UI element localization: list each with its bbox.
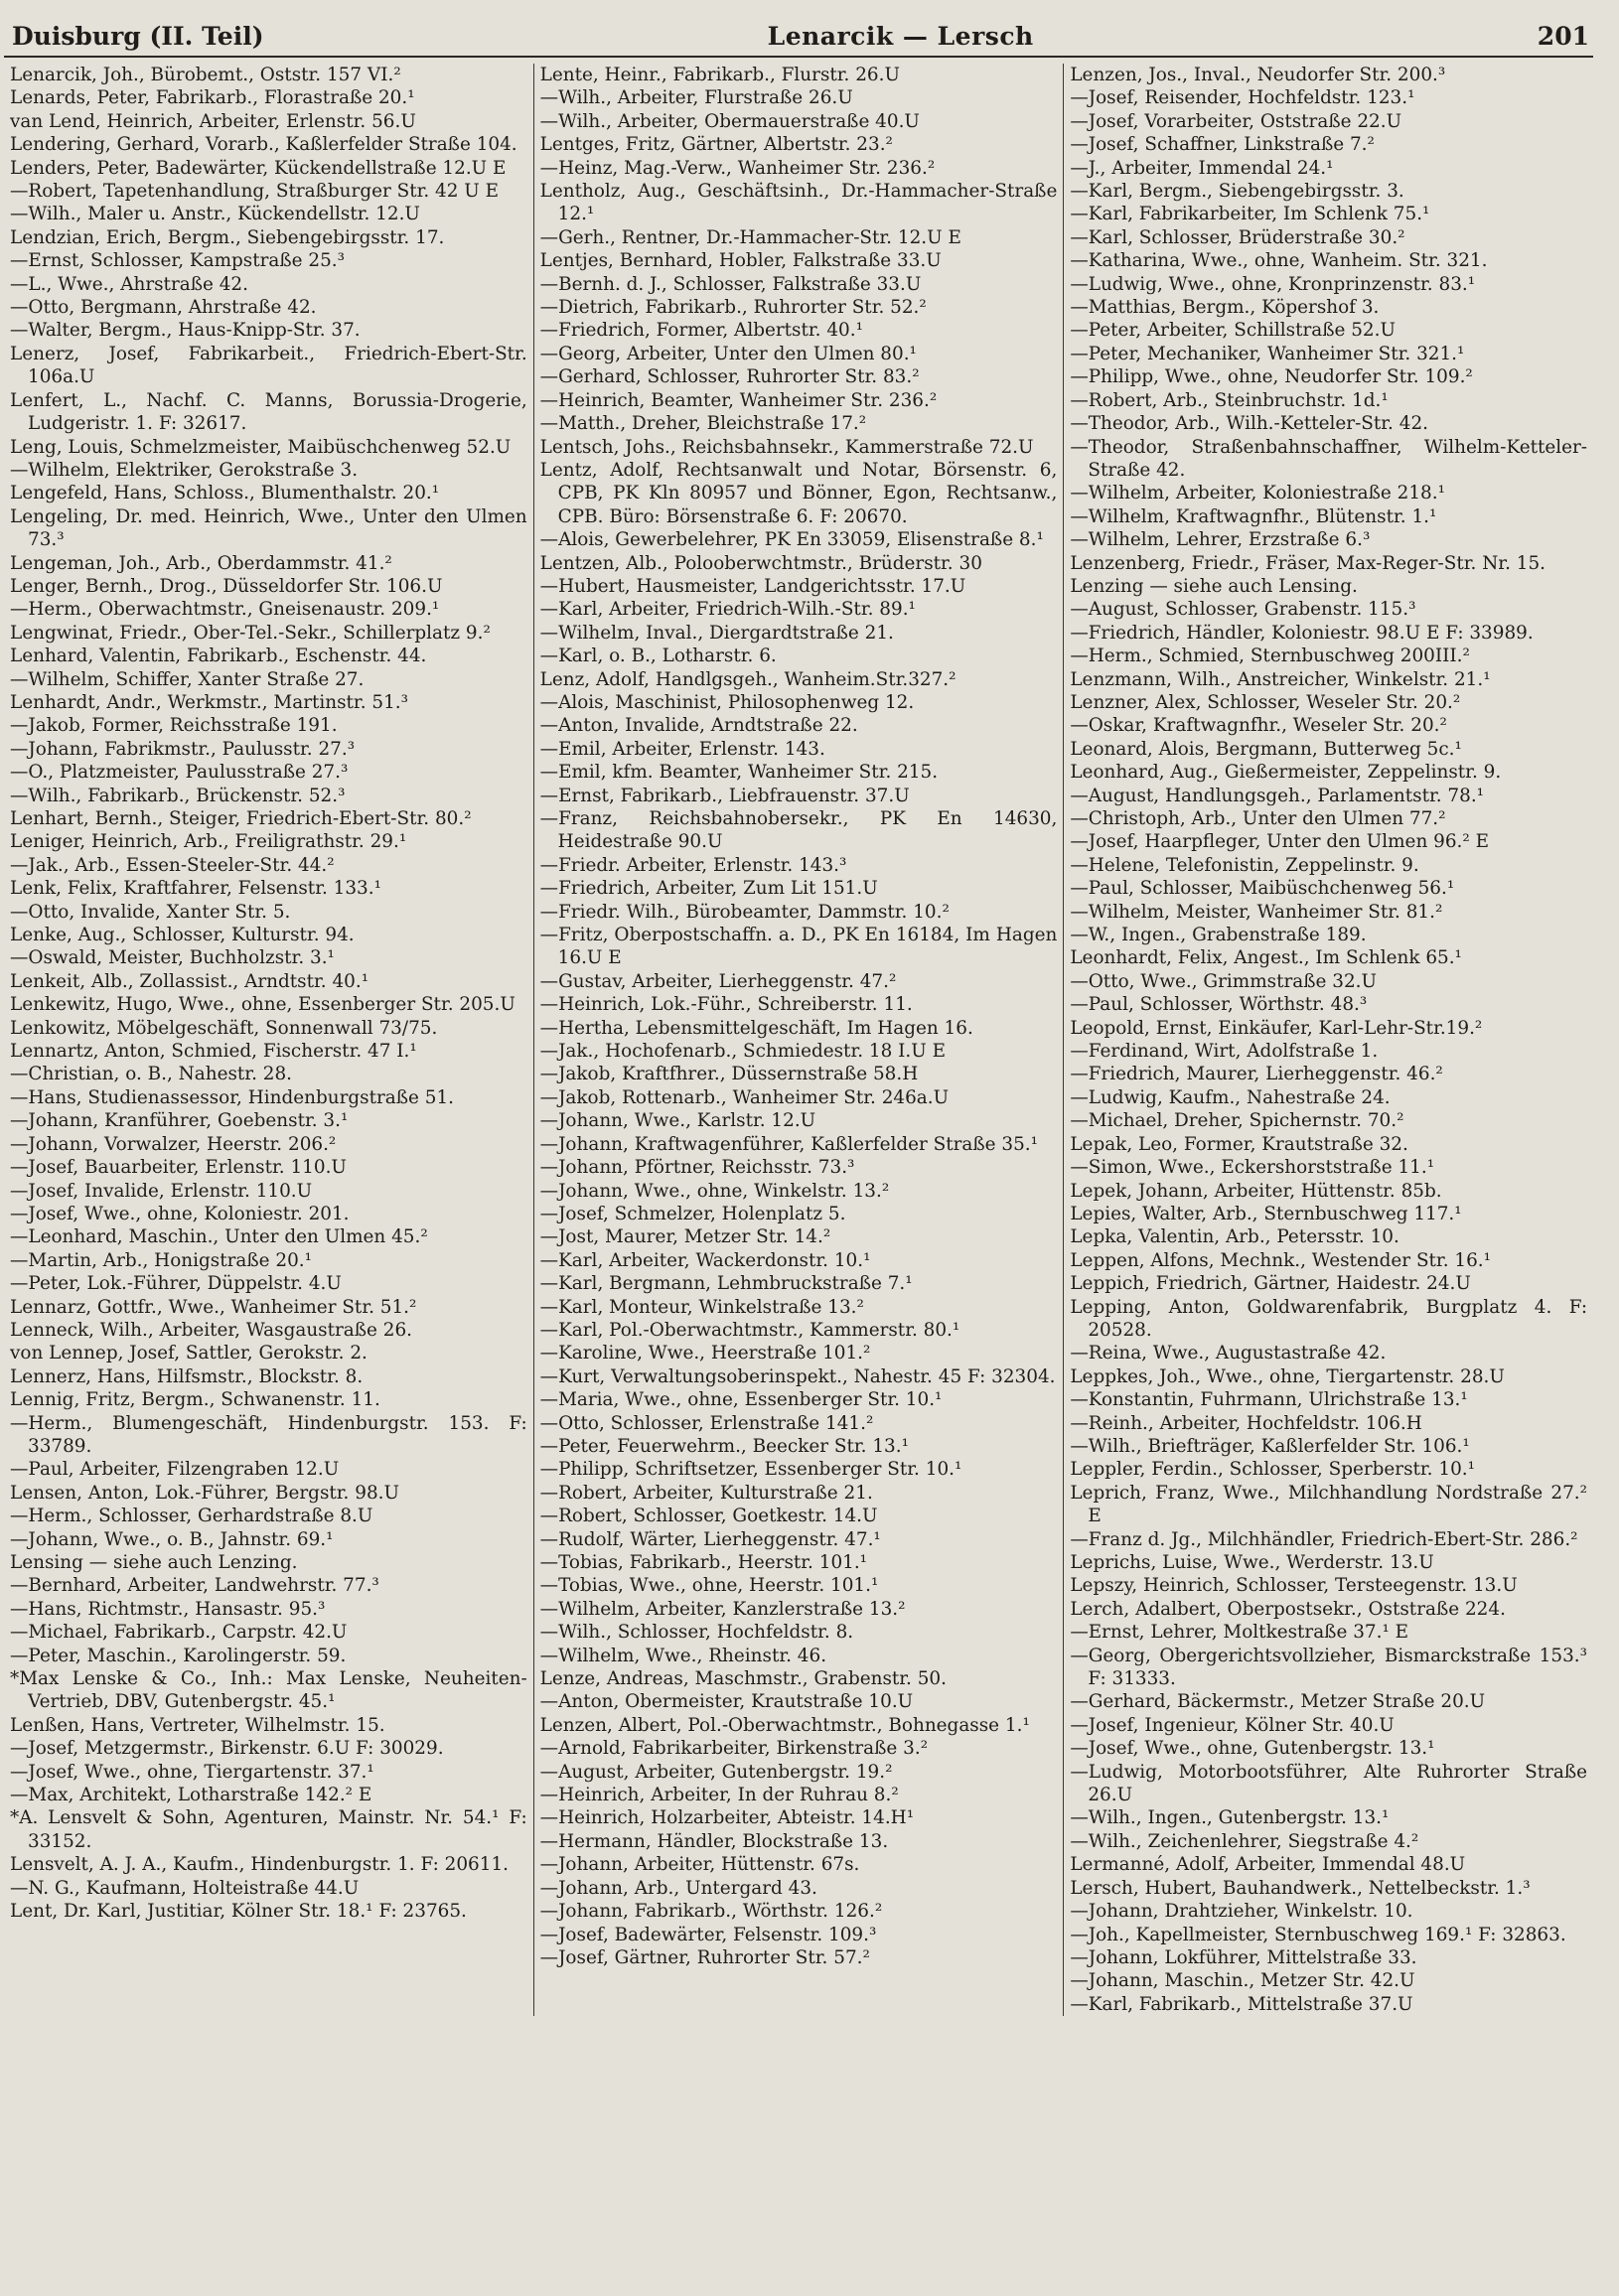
directory-entry: —Hans, Studienassessor, Hindenburgstraße 51. — [10, 1086, 455, 1108]
directory-entry: —Josef, Schmelzer, Holenplatz 5. — [539, 1203, 846, 1224]
directory-entry: —Josef, Schaffner, Linkstraße 7.² — [1070, 134, 1375, 156]
directory-entry: —Johann, Fabrikmstr., Paulusstr. 27.³ — [10, 738, 356, 760]
directory-entry: —Leonhard, Maschin., Unter den Ulmen 45.² — [10, 1226, 428, 1248]
directory-entry: —Josef, Ingenieur, Kölner Str. 40.U — [1070, 1714, 1395, 1736]
directory-entry: —Christian, o. B., Nahestr. 28. — [10, 1064, 293, 1085]
directory-entry: Lensvelt, A. J. A., Kaufm., Hindenburgstr. 1. F: 20611. — [10, 1854, 509, 1876]
directory-entry: Lermanné, Adolf, Arbeiter, Immendal 48.U — [1070, 1854, 1466, 1876]
directory-entry: Lenkeit, Alb., Zollassist., Arndtstr. 40.¹ — [10, 970, 369, 992]
directory-entry: —Friedrich, Händler, Koloniestr. 98.U E F: 33989. — [1070, 622, 1534, 644]
directory-entry: —Tobias, Fabrikarb., Heerstr. 101.¹ — [539, 1552, 868, 1573]
directory-entry: —Otto, Invalide, Xanter Str. 5. — [10, 901, 291, 923]
directory-entry: —Peter, Lok.-Führer, Düppelstr. 4.U — [10, 1273, 342, 1295]
directory-entry: Lengeling, Dr. med. Heinrich, Wwe., Unter den Ulmen 73.³ — [10, 505, 527, 551]
directory-entry: —Otto, Wwe., Grimmstraße 32.U — [1070, 970, 1378, 992]
directory-entry: Lenger, Bernh., Drog., Düsseldorfer Str. 106.U — [10, 575, 443, 597]
directory-entry: —O., Platzmeister, Paulusstraße 27.³ — [10, 762, 349, 784]
directory-entry: —Hans, Richtmstr., Hansastr. 95.³ — [10, 1598, 326, 1620]
directory-entry: Lengwinat, Friedr., Ober-Tel.-Sekr., Schillerplatz 9.² — [10, 622, 491, 644]
directory-entry: —Michael, Fabrikarb., Carpstr. 42.U — [10, 1622, 348, 1644]
directory-entry: —Oswald, Meister, Buchholzstr. 3.¹ — [10, 947, 335, 969]
directory-entry: —Bernh. d. J., Schlosser, Falkstraße 33.U — [539, 273, 922, 295]
directory-entry: Lepka, Valentin, Arb., Petersstr. 10. — [1070, 1226, 1399, 1248]
directory-entry: —Josef, Wwe., ohne, Gutenbergstr. 13.¹ — [1070, 1738, 1435, 1760]
directory-entry: —Philipp, Wwe., ohne, Neudorfer Str. 109.² — [1070, 366, 1473, 388]
directory-entry: van Lend, Heinrich, Arbeiter, Erlenstr. 56.U — [10, 110, 416, 132]
directory-entry: —Wilh., Zeichenlehrer, Siegstraße 4.² — [1070, 1830, 1419, 1852]
directory-entry: Leprich, Franz, Wwe., Milchhandlung Nordstraße 27.² E — [1070, 1482, 1588, 1527]
directory-entry: —Friedrich, Maurer, Lierheggenstr. 46.² — [1070, 1064, 1443, 1085]
directory-entry: —Wilh., Briefträger, Kaßlerfelder Str. 106.¹ — [1070, 1435, 1470, 1457]
directory-entry: —Wilhelm, Wwe., Rheinstr. 46. — [539, 1645, 827, 1666]
directory-entry: —Christoph, Arb., Unter den Ulmen 77.² — [1070, 808, 1446, 829]
directory-entry: —Wilhelm, Kraftwagnfhr., Blütenstr. 1.¹ — [1070, 505, 1437, 527]
directory-entry: Leppich, Friedrich, Gärtner, Haidestr. 24.U — [1070, 1273, 1471, 1295]
directory-entry: Lensing — siehe auch Lenzing. — [10, 1552, 298, 1573]
directory-entry: —Hertha, Lebensmittelgeschäft, Im Hagen 16. — [539, 1017, 973, 1039]
directory-entry: Lentsch, Johs., Reichsbahnsekr., Kammerstraße 72.U — [539, 436, 1034, 458]
directory-entry: Lennarz, Gottfr., Wwe., Wanheimer Str. 51.² — [10, 1296, 417, 1318]
directory-entry: —W., Ingen., Grabenstraße 189. — [1070, 925, 1367, 946]
directory-entry: —Paul, Arbeiter, Filzengraben 12.U — [10, 1459, 340, 1481]
directory-entry: —Friedr. Wilh., Bürobeamter, Dammstr. 10.² — [539, 901, 950, 923]
directory-entry: Leniger, Heinrich, Arb., Freiligrathstr. 29.¹ — [10, 831, 407, 853]
directory-entry: —Jakob, Rottenarb., Wanheimer Str. 246a.U — [539, 1086, 950, 1108]
directory-entry: Lenhardt, Andr., Werkmstr., Martinstr. 51.³ — [10, 691, 409, 713]
directory-entry: Lenke, Aug., Schlosser, Kulturstr. 94. — [10, 925, 355, 946]
directory-entry: —Johann, Arb., Untergard 43. — [539, 1877, 817, 1899]
directory-entry: Lente, Heinr., Fabrikarb., Flurstr. 26.U — [539, 65, 900, 85]
directory-entry: —Franz, Reichsbahnobersekr., PK En 14630, Heidestraße 90.U — [539, 808, 1058, 853]
directory-entry: Lenzing — siehe auch Lensing. — [1070, 575, 1358, 597]
directory-entry: —Johann, Pförtner, Reichsstr. 73.³ — [539, 1157, 855, 1179]
directory-entry: Lenerz, Josef, Fabrikarbeit., Friedrich-Ebert-Str. 106a.U — [10, 343, 527, 388]
directory-entry: —Wilh., Maler u. Anstr., Kückendellstr. 12.U — [10, 204, 420, 225]
directory-entry: —Gustav, Arbeiter, Lierheggenstr. 47.² — [539, 970, 897, 992]
directory-entry: Lepies, Walter, Arb., Sternbuschweg 117.¹ — [1070, 1203, 1462, 1224]
directory-entry: Lepek, Johann, Arbeiter, Hüttenstr. 85b. — [1070, 1180, 1442, 1202]
directory-entry: Lenarcik, Joh., Bürobemt., Oststr. 157 VI.² — [10, 65, 401, 85]
directory-entry: —Josef, Badewärter, Felsenstr. 109.³ — [539, 1924, 877, 1945]
directory-entry: —Theodor, Arb., Wilh.-Ketteler-Str. 42. — [1070, 413, 1428, 435]
directory-entry: Lenzner, Alex, Schlosser, Weseler Str. 20.² — [1070, 691, 1461, 713]
directory-entry: Lennig, Fritz, Bergm., Schwanenstr. 11. — [10, 1389, 380, 1411]
directory-entry: Lentz, Adolf, Rechtsanwalt und Notar, Börsenstr. 6, CPB, PK Kln 80957 und Bönner, Egon, Rechtsanw., CPB. Büro: Börsenstraße 6. F: 20670. — [539, 459, 1058, 527]
directory-entry: —Karoline, Wwe., Heerstraße 101.² — [539, 1343, 871, 1364]
directory-entry: Lenzenberg, Friedr., Fräser, Max-Reger-Str. Nr. 15. — [1070, 552, 1546, 574]
directory-entry: —Jakob, Kraftfhrer., Düssernstraße 58.H — [539, 1064, 919, 1085]
directory-entry: —Gerh., Rentner, Dr.-Hammacher-Str. 12.U E — [539, 226, 961, 248]
directory-entry: Lentges, Fritz, Gärtner, Albertstr. 23.² — [539, 134, 893, 156]
directory-entry: —Max, Architekt, Lotharstraße 142.² E — [10, 1785, 372, 1806]
directory-entry: —Johann, Kranführer, Goebenstr. 3.¹ — [10, 1110, 349, 1132]
directory-entry: Lenders, Peter, Badewärter, Kückendellstraße 12.U E — [10, 157, 507, 179]
directory-entry: —Wilhelm, Meister, Wanheimer Str. 81.² — [1070, 901, 1443, 923]
directory-entry: —August, Arbeiter, Gutenbergstr. 19.² — [539, 1761, 893, 1783]
directory-entry: —Karl, Fabrikarb., Mittelstraße 37.U — [1070, 1993, 1413, 2015]
directory-entry: Lenze, Andreas, Maschmstr., Grabenstr. 50. — [539, 1668, 947, 1690]
directory-entry: —Arnold, Fabrikarbeiter, Birkenstraße 3.² — [539, 1738, 929, 1760]
directory-entry: —Alois, Gewerbelehrer, PK En 33059, Elisenstraße 8.¹ — [539, 529, 1044, 551]
directory-entry: Leppkes, Joh., Wwe., ohne, Tiergartenstr. 28.U — [1070, 1365, 1505, 1387]
directory-entry: *A. Lensvelt & Sohn, Agenturen, Mainstr. Nr. 54.¹ F: 33152. — [10, 1807, 527, 1852]
directory-entry: Lenhard, Valentin, Fabrikarb., Eschenstr. 44. — [10, 646, 427, 667]
directory-entry: —Wilhelm, Schiffer, Xanter Straße 27. — [10, 668, 365, 690]
directory-entry: Lenkowitz, Möbelgeschäft, Sonnenwall 73/75. — [10, 1017, 438, 1039]
directory-entry: —Wilh., Fabrikarb., Brückenstr. 52.³ — [10, 785, 346, 806]
directory-entry: —Emil, Arbeiter, Erlenstr. 143. — [539, 738, 825, 760]
directory-entry: —Joh., Kapellmeister, Sternbuschweg 169.¹ F: 32863. — [1070, 1924, 1566, 1945]
directory-entry: Leppler, Ferdin., Schlosser, Sperberstr. 10.¹ — [1070, 1459, 1475, 1481]
directory-entry: —Wilh., Arbeiter, Flurstraße 26.U — [539, 87, 853, 109]
directory-entry: —Matth., Dreher, Bleichstraße 17.² — [539, 413, 867, 435]
directory-entry: —Josef, Haarpfleger, Unter den Ulmen 96.² E — [1070, 831, 1490, 853]
directory-entry: —Hubert, Hausmeister, Landgerichtsstr. 17.U — [539, 575, 966, 597]
directory-entry: —Reina, Wwe., Augustastraße 42. — [1070, 1343, 1387, 1364]
directory-entry: —Franz d. Jg., Milchhändler, Friedrich-Ebert-Str. 286.² — [1070, 1528, 1578, 1550]
columns — [4, 64, 1593, 2016]
directory-entry: Lenz, Adolf, Handlgsgeh., Wanheim.Str.327.² — [539, 668, 957, 690]
directory-entry: Lenneck, Wilh., Arbeiter, Wasgaustraße 26. — [10, 1319, 413, 1341]
directory-entry: —Hermann, Händler, Blockstraße 13. — [539, 1830, 889, 1852]
directory-entry: —Herm., Oberwachtmstr., Gneisenaustr. 209.¹ — [10, 599, 440, 621]
header-center: Lenarcik — Lersch — [767, 22, 1034, 51]
directory-entry: —Heinz, Mag.-Verw., Wanheimer Str. 236.² — [539, 157, 936, 179]
directory-entry: Lengefeld, Hans, Schloss., Blumenthalstr. 20.¹ — [10, 483, 440, 504]
directory-entry: —Johann, Wwe., o. B., Jahnstr. 69.¹ — [10, 1528, 334, 1550]
directory-entry: —Robert, Arbeiter, Kulturstraße 21. — [539, 1482, 873, 1504]
directory-entry: —Wilh., Schlosser, Hochfeldstr. 8. — [539, 1622, 854, 1644]
directory-entry: —Ferdinand, Wirt, Adolfstraße 1. — [1070, 1041, 1379, 1063]
directory-entry: —Ludwig, Wwe., ohne, Kronprinzenstr. 83.¹ — [1070, 273, 1476, 295]
directory-entry: —Karl, Pol.-Oberwachtmstr., Kammerstr. 80.¹ — [539, 1319, 960, 1341]
directory-entry: —Wilh., Arbeiter, Obermauerstraße 40.U — [539, 110, 920, 132]
directory-entry: Lepszy, Heinrich, Schlosser, Tersteegenstr. 13.U — [1070, 1575, 1518, 1597]
directory-entry: —Bernhard, Arbeiter, Landwehrstr. 77.³ — [10, 1575, 379, 1597]
directory-entry: —Wilhelm, Arbeiter, Koloniestraße 218.¹ — [1070, 483, 1445, 504]
directory-entry: *Max Lenske & Co., Inh.: Max Lenske, Neuheiten-Vertrieb, DBV, Gutenbergstr. 45.¹ — [10, 1668, 527, 1713]
directory-entry: —Karl, Bergm., Siebengebirgsstr. 3. — [1070, 181, 1404, 203]
directory-entry: —Johann, Arbeiter, Hüttenstr. 67s. — [539, 1854, 860, 1876]
directory-entry: —Otto, Bergmann, Ahrstraße 42. — [10, 297, 317, 319]
directory-entry: —Walter, Bergm., Haus-Knipp-Str. 37. — [10, 320, 361, 342]
directory-entry: —Josef, Gärtner, Ruhrorter Str. 57.² — [539, 1946, 870, 1968]
column-2 — [533, 64, 1064, 2016]
directory-entry: —Jak., Hochofenarb., Schmiedestr. 18 I.U E — [539, 1041, 947, 1063]
directory-entry: —Josef, Reisender, Hochfeldstr. 123.¹ — [1070, 87, 1415, 109]
directory-entry: Lenkewitz, Hugo, Wwe., ohne, Essenberger Str. 205.U — [10, 994, 515, 1016]
directory-entry: —Josef, Vorarbeiter, Oststraße 22.U — [1070, 110, 1402, 132]
directory-entry: —Herm., Blumengeschäft, Hindenburgstr. 153. F: 33789. — [10, 1412, 527, 1457]
directory-entry: —Georg, Obergerichtsvollzieher, Bismarckstraße 153.³ F: 31333. — [1070, 1645, 1588, 1690]
directory-entry: —Karl, Monteur, Winkelstraße 13.² — [539, 1296, 864, 1318]
directory-entry: —Johann, Fabrikarb., Wörthstr. 126.² — [539, 1901, 883, 1923]
directory-entry: —Maria, Wwe., ohne, Essenberger Str. 10.¹ — [539, 1389, 943, 1411]
directory-entry: —Ludwig, Motorbootsführer, Alte Ruhrorter Straße 26.U — [1070, 1761, 1588, 1806]
directory-entry: —Simon, Wwe., Eckershorststraße 11.¹ — [1070, 1157, 1435, 1179]
directory-entry: —Anton, Invalide, Arndtstraße 22. — [539, 715, 858, 737]
directory-entry: —Martin, Arb., Honigstraße 20.¹ — [10, 1249, 312, 1271]
directory-entry: —Gerhard, Schlosser, Ruhrorter Str. 83.² — [539, 366, 920, 388]
directory-entry: Lepping, Anton, Goldwarenfabrik, Burgplatz 4. F: 20528. — [1070, 1296, 1588, 1341]
directory-entry: Lent, Dr. Karl, Justitiar, Kölner Str. 18.¹ F: 23765. — [10, 1901, 467, 1923]
directory-entry: —Helene, Telefonistin, Zeppelinstr. 9. — [1070, 854, 1419, 876]
directory-entry: —Philipp, Schriftsetzer, Essenberger Str. 10.¹ — [539, 1459, 962, 1481]
directory-entry: —Friedrich, Arbeiter, Zum Lit 151.U — [539, 878, 878, 900]
directory-entry: Leonhardt, Felix, Angest., Im Schlenk 65.¹ — [1070, 947, 1462, 969]
directory-entry: Lendzian, Erich, Bergm., Siebengebirgsstr. 17. — [10, 226, 445, 248]
directory-entry: —Tobias, Wwe., ohne, Heerstr. 101.¹ — [539, 1575, 879, 1597]
directory-entry: —Johann, Lokführer, Mittelstraße 33. — [1070, 1946, 1417, 1968]
directory-entry: Lenßen, Hans, Vertreter, Wilhelmstr. 15. — [10, 1714, 385, 1736]
directory-entry: —Reinh., Arbeiter, Hochfeldstr. 106.H — [1070, 1412, 1422, 1434]
column-3 — [1063, 64, 1593, 2016]
page-number: 201 — [1537, 22, 1589, 51]
directory-entry: Lentjes, Bernhard, Hobler, Falkstraße 33.U — [539, 250, 942, 272]
directory-entry: —Peter, Arbeiter, Schillstraße 52.U — [1070, 320, 1396, 342]
directory-entry: —Kurt, Verwaltungsoberinspekt., Nahestr. 45 F: 32304. — [539, 1365, 1056, 1387]
directory-entry: —Peter, Feuerwehrm., Beecker Str. 13.¹ — [539, 1435, 909, 1457]
directory-entry: —Josef, Wwe., ohne, Tiergartenstr. 37.¹ — [10, 1761, 374, 1783]
directory-entry: Leonard, Alois, Bergmann, Butterweg 5c.¹ — [1070, 738, 1462, 760]
directory-entry: Lenards, Peter, Fabrikarb., Florastraße 20.¹ — [10, 87, 415, 109]
directory-entry: —Ernst, Fabrikarb., Liebfrauenstr. 37.U — [539, 785, 910, 806]
directory-entry: —Johann, Maschin., Metzer Str. 42.U — [1070, 1970, 1415, 1992]
directory-entry: —Heinrich, Holzarbeiter, Abteistr. 14.H¹ — [539, 1807, 915, 1829]
directory-entry: Lersch, Hubert, Bauhandwerk., Nettelbeckstr. 1.³ — [1070, 1877, 1531, 1899]
directory-entry: Lerch, Adalbert, Oberpostsekr., Oststraße 224. — [1070, 1598, 1506, 1620]
directory-entry: —Konstantin, Fuhrmann, Ulrichstraße 13.¹ — [1070, 1389, 1468, 1411]
directory-entry: —Alois, Maschinist, Philosophenweg 12. — [539, 691, 915, 713]
directory-entry: —Karl, o. B., Lotharstr. 6. — [539, 646, 777, 667]
directory-entry: —Friedr. Arbeiter, Erlenstr. 143.³ — [539, 854, 847, 876]
directory-entry: —L., Wwe., Ahrstraße 42. — [10, 273, 248, 295]
directory-entry: —Ernst, Schlosser, Kampstraße 25.³ — [10, 250, 346, 272]
directory-entry: —Michael, Dreher, Spichernstr. 70.² — [1070, 1110, 1404, 1132]
directory-entry: —Robert, Tapetenhandlung, Straßburger Str. 42 U E — [10, 181, 500, 203]
directory-entry: —Rudolf, Wärter, Lierheggenstr. 47.¹ — [539, 1528, 881, 1550]
directory-entry: —Herm., Schmied, Sternbuschweg 200III.² — [1070, 646, 1470, 667]
directory-entry: —Jak., Arb., Essen-Steeler-Str. 44.² — [10, 854, 335, 876]
directory-entry: Lentholz, Aug., Geschäftsinh., Dr.-Hammacher-Straße 12.¹ — [539, 181, 1058, 225]
directory-entry: —Josef, Wwe., ohne, Koloniestr. 201. — [10, 1203, 350, 1224]
directory-entry: —Gerhard, Bäckermstr., Metzer Straße 20.U — [1070, 1691, 1486, 1713]
directory-entry: —Anton, Obermeister, Krautstraße 10.U — [539, 1691, 914, 1713]
directory-entry: Lenzen, Albert, Pol.-Oberwachtmstr., Bohnegasse 1.¹ — [539, 1714, 1030, 1736]
directory-entry: Lennartz, Anton, Schmied, Fischerstr. 47 I.¹ — [10, 1041, 417, 1063]
directory-entry: Lendering, Gerhard, Vorarb., Kaßlerfelder Straße 104. — [10, 134, 517, 156]
column-1 — [4, 64, 533, 2016]
directory-entry: Leppen, Alfons, Mechnk., Westender Str. 16.¹ — [1070, 1249, 1492, 1271]
directory-entry: Lenzen, Jos., Inval., Neudorfer Str. 200.³ — [1070, 65, 1446, 85]
directory-entry: —Oskar, Kraftwagnfhr., Weseler Str. 20.² — [1070, 715, 1447, 737]
directory-entry: —Johann, Kraftwagenführer, Kaßlerfelder Straße 35.¹ — [539, 1133, 1039, 1155]
directory-entry: Lepak, Leo, Former, Krautstraße 32. — [1070, 1133, 1408, 1155]
directory-entry: —J., Arbeiter, Immendal 24.¹ — [1070, 157, 1334, 179]
directory-entry: —Emil, kfm. Beamter, Wanheimer Str. 215. — [539, 762, 939, 784]
directory-entry: —Herm., Schlosser, Gerhardstraße 8.U — [10, 1506, 373, 1527]
directory-entry: —Karl, Schlosser, Brüderstraße 30.² — [1070, 226, 1405, 248]
directory-entry: —Josef, Invalide, Erlenstr. 110.U — [10, 1180, 313, 1202]
directory-entry: Leonhard, Aug., Gießermeister, Zeppelinstr. 9. — [1070, 762, 1502, 784]
directory-entry: —Georg, Arbeiter, Unter den Ulmen 80.¹ — [539, 343, 917, 364]
directory-entry: —Johann, Wwe., ohne, Winkelstr. 13.² — [539, 1180, 890, 1202]
directory-entry: —Jakob, Former, Reichsstraße 191. — [10, 715, 338, 737]
directory-entry: —Josef, Bauarbeiter, Erlenstr. 110.U — [10, 1157, 347, 1179]
directory-entry: —Heinrich, Arbeiter, In der Ruhrau 8.² — [539, 1785, 899, 1806]
directory-entry: —Jost, Maurer, Metzer Str. 14.² — [539, 1226, 831, 1248]
directory-entry: —Fritz, Oberpostschaffn. a. D., PK En 16184, Im Hagen 16.U E — [539, 925, 1058, 969]
directory-entry: —August, Schlosser, Grabenstr. 115.³ — [1070, 599, 1416, 621]
directory-entry: —Robert, Arb., Steinbruchstr. 1d.¹ — [1070, 389, 1389, 411]
header-left: Duisburg (II. Teil) — [12, 22, 264, 51]
directory-entry: —Wilh., Ingen., Gutenbergstr. 13.¹ — [1070, 1807, 1390, 1829]
directory-entry: —Johann, Drahtzieher, Winkelstr. 10. — [1070, 1901, 1413, 1923]
directory-entry: Lengeman, Joh., Arb., Oberdammstr. 41.² — [10, 552, 392, 574]
directory-entry: Leopold, Ernst, Einkäufer, Karl-Lehr-Str.19.² — [1070, 1017, 1483, 1039]
directory-entry: Lenhart, Bernh., Steiger, Friedrich-Ebert-Str. 80.² — [10, 808, 472, 829]
directory-entry: Lenk, Felix, Kraftfahrer, Felsenstr. 133.¹ — [10, 878, 381, 900]
directory-entry: Lenfert, L., Nachf. C. Manns, Borussia-Drogerie, Ludgeristr. 1. F: 32617. — [10, 389, 527, 435]
directory-entry: —Karl, Bergmann, Lehmbruckstraße 7.¹ — [539, 1273, 913, 1295]
directory-entry: —Josef, Metzgermstr., Birkenstr. 6.U F: 30029. — [10, 1738, 444, 1760]
directory-entry: —Robert, Schlosser, Goetkestr. 14.U — [539, 1506, 878, 1527]
directory-entry: —Heinrich, Lok.-Führ., Schreiberstr. 11. — [539, 994, 913, 1016]
directory-entry: Lensen, Anton, Lok.-Führer, Bergstr. 98.U — [10, 1482, 399, 1504]
directory-entry: —Dietrich, Fabrikarb., Ruhrorter Str. 52.² — [539, 297, 927, 319]
directory-entry: —Johann, Vorwalzer, Heerstr. 206.² — [10, 1133, 337, 1155]
directory-entry: —Karl, Fabrikarbeiter, Im Schlenk 75.¹ — [1070, 204, 1430, 225]
directory-entry: Leng, Louis, Schmelzmeister, Maibüschchenweg 52.U — [10, 436, 512, 458]
directory-entry: —Wilhelm, Lehrer, Erzstraße 6.³ — [1070, 529, 1371, 551]
directory-entry: Leprichs, Luise, Wwe., Werderstr. 13.U — [1070, 1552, 1434, 1573]
directory-entry: —Matthias, Bergm., Köpershof 3. — [1070, 297, 1380, 319]
directory-entry: —Karl, Arbeiter, Wackerdonstr. 10.¹ — [539, 1249, 871, 1271]
directory-entry: Lentzen, Alb., Polooberwchtmstr., Brüderstr. 30 — [539, 552, 982, 574]
directory-entry: —Wilhelm, Elektriker, Gerokstraße 3. — [10, 459, 359, 481]
directory-entry: —Heinrich, Beamter, Wanheimer Str. 236.² — [539, 389, 938, 411]
directory-entry: —August, Handlungsgeh., Parlamentstr. 78.¹ — [1070, 785, 1485, 806]
directory-entry: —Peter, Maschin., Karolingerstr. 59. — [10, 1645, 347, 1666]
directory-entry: —Ernst, Lehrer, Moltkestraße 37.¹ E — [1070, 1622, 1409, 1644]
directory-entry: Lennerz, Hans, Hilfsmstr., Blockstr. 8. — [10, 1365, 364, 1387]
directory-entry: —Otto, Schlosser, Erlenstraße 141.² — [539, 1412, 874, 1434]
directory-entry: —Ludwig, Kaufm., Nahestraße 24. — [1070, 1086, 1391, 1108]
directory-entry: —N. G., Kaufmann, Holteistraße 44.U — [10, 1877, 360, 1899]
directory-entry: —Paul, Schlosser, Wörthstr. 48.³ — [1070, 994, 1368, 1016]
directory-entry: Lenzmann, Wilh., Anstreicher, Winkelstr. 21.¹ — [1070, 668, 1491, 690]
directory-entry: —Karl, Arbeiter, Friedrich-Wilh.-Str. 89.¹ — [539, 599, 916, 621]
directory-entry: —Theodor, Straßenbahnschaffner, Wilhelm-Ketteler-Straße 42. — [1070, 436, 1588, 481]
page-header — [4, 22, 1593, 58]
directory-entry: —Paul, Schlosser, Maibüschchenweg 56.¹ — [1070, 878, 1455, 900]
directory-entry: —Katharina, Wwe., ohne, Wanheim. Str. 321. — [1070, 250, 1488, 272]
directory-entry: von Lennep, Josef, Sattler, Gerokstr. 2. — [10, 1343, 368, 1364]
directory-entry: —Peter, Mechaniker, Wanheimer Str. 321.¹ — [1070, 343, 1465, 364]
directory-entry: —Wilhelm, Inval., Diergardtstraße 21. — [539, 622, 894, 644]
directory-entry: —Friedrich, Former, Albertstr. 40.¹ — [539, 320, 863, 342]
directory-entry: —Wilhelm, Arbeiter, Kanzlerstraße 13.² — [539, 1598, 906, 1620]
directory-entry: —Johann, Wwe., Karlstr. 12.U — [539, 1110, 816, 1132]
